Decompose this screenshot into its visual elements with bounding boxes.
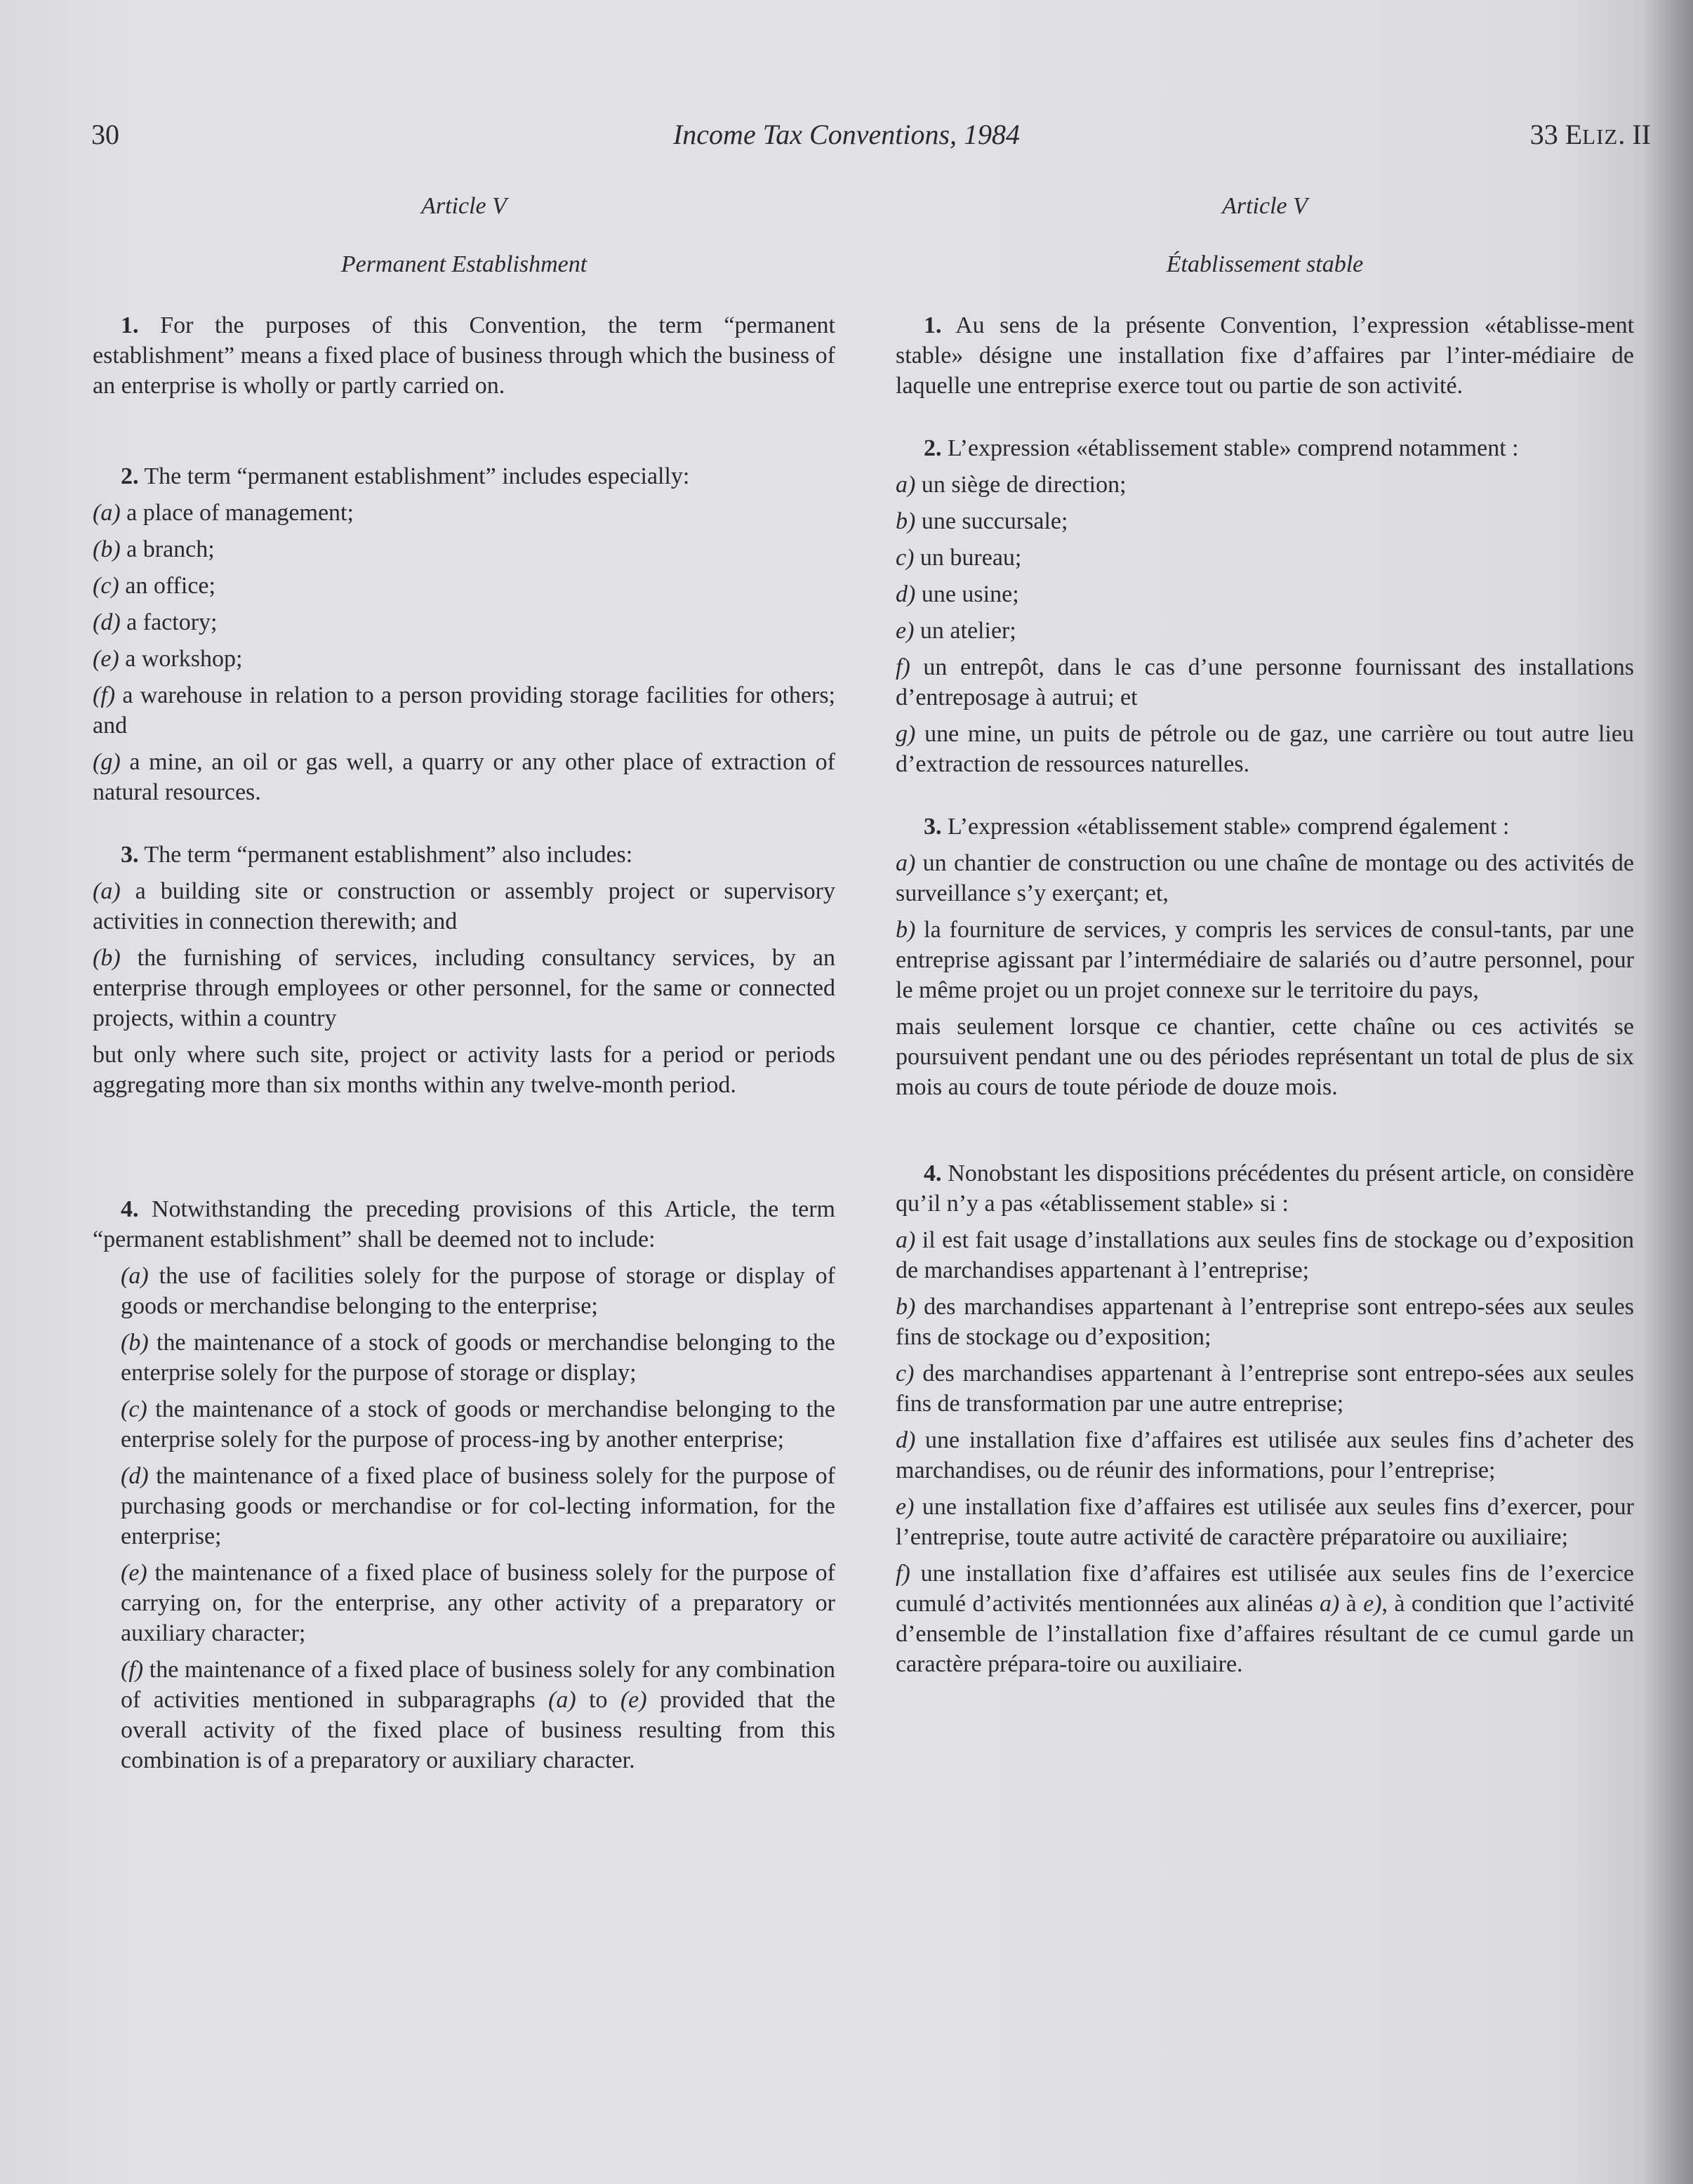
list-item: a) il est fait usage d’installations aux seules fins de stockage ou d’exposition de marchandises appartenant à l’entreprise; — [896, 1227, 1634, 1283]
list-item: e) un atelier; — [896, 618, 1016, 644]
list-item: g) une mine, un puits de pétrole ou de gaz, une carrière ou tout autre lieu d’extraction de ressources naturelles. — [896, 721, 1634, 777]
list-item: (e) the maintenance of a fixed place of business solely for the purpose of carrying on, for the enterprise, any other activity of a preparatory or auxiliary character; — [121, 1560, 836, 1646]
list-item: (f) the maintenance of a fixed place of business solely for any combination of activities mentioned in subparagraphs (a) to (e) provided that the overall activity of the fixed place of business resulting from this combination is of a preparatory or auxiliary character. — [121, 1657, 836, 1773]
list-item: (b) a branch; — [93, 536, 215, 562]
paragraph-3-tail: mais seulement lorsque ce chantier, cette chaîne ou ces activités se poursuivent pendant une ou des périodes représentant un total de plus de six mois au cours de toute période de douze mois. — [896, 1014, 1634, 1100]
article-heading: Établissement stable — [1166, 251, 1364, 277]
list-item: (c) the maintenance of a stock of goods or merchandise belonging to the enterprise solely for the purpose of process-ing by another enterprise; — [121, 1396, 836, 1452]
list-item: (d) a factory; — [93, 609, 218, 635]
paragraph-1: 1. For the purposes of this Convention, the term “permanent establishment” means a fixed place of business through which the business of an enterprise is wholly or partly carried on. — [93, 312, 835, 399]
list-item: (e) a workshop; — [93, 646, 243, 672]
english-column — [93, 191, 835, 1775]
paragraph-3: 3. L’expression «établissement stable» comprend également : — [924, 814, 1510, 840]
paragraph-3: 3. The term “permanent establishment” also includes: — [121, 842, 633, 868]
article-heading: Permanent Establishment — [340, 251, 587, 277]
page-number: 30 — [91, 119, 119, 150]
paragraph-2: 2. L’expression «établissement stable» comprend notamment : — [924, 435, 1519, 461]
list-item: (c) an office; — [93, 573, 215, 599]
list-item: (b) the maintenance of a stock of goods or merchandise belonging to the enterprise solely for the purpose of storage or display; — [121, 1330, 836, 1386]
list-item: (f) a warehouse in relation to a person providing storage facilities for others; and — [93, 682, 836, 739]
list-item: f) une installation fixe d’affaires est utilisée aux seules fins de l’exercice cumulé d’activités mentionnées aux alinéas a) à e), à condition que l’activité d’ensemble de l’installation fixe d’affaires résultant de ce cumul garde un caractère prépara-toire ou auxiliaire. — [896, 1561, 1635, 1677]
list-item: c) un bureau; — [896, 545, 1022, 571]
running-head — [91, 118, 1651, 153]
article-title: Article V — [421, 193, 507, 219]
list-item: b) des marchandises appartenant à l’entreprise sont entrepo-sées aux seules fins de stockage ou d’exposition; — [896, 1294, 1635, 1350]
list-item: f) un entrepôt, dans le cas d’une personne fournissant des installations d’entreposage à autrui; et — [896, 654, 1634, 710]
list-item: (d) the maintenance of a fixed place of business solely for the purpose of purchasing goods or merchandise or for col-lecting information, for the enterprise; — [121, 1463, 835, 1549]
paragraph-4: 4. Nonobstant les dispositions précédentes du présent article, on considère qu’il n’y a pas «établissement stable» si : — [896, 1160, 1635, 1217]
list-item: a) un chantier de construction ou une chaîne de montage ou des activités de surveillance s’y exerçant; et, — [896, 850, 1634, 906]
list-item: b) une succursale; — [896, 508, 1068, 534]
list-item: d) une installation fixe d’affaires est utilisée aux seules fins d’acheter des marchandises, ou de réunir des informations, pour l’entreprise; — [896, 1427, 1635, 1483]
article-title: Article V — [1222, 193, 1308, 219]
french-column — [896, 191, 1634, 1679]
paragraph-3-tail: but only where such site, project or activity lasts for a period or periods aggregating more than six months within any twelve-month period. — [93, 1042, 835, 1098]
regnal-year: 33 ELIZ. II — [1529, 119, 1651, 150]
list-item: b) la fourniture de services, y compris les services de consul-tants, par une entreprise agissant par l’intermédiaire de salariés ou d’autre personnel, pour le même projet ou un projet connexe sur le territoire du pays, — [896, 917, 1635, 1003]
list-item: d) une usine; — [896, 581, 1019, 607]
paragraph-1: 1. Au sens de la présente Convention, l’expression «établisse-ment stable» désigne une installation fixe d’affaires par l’inter-médiaire de laquelle une entreprise exerce tout ou partie de son activité. — [896, 312, 1635, 399]
list-item: e) une installation fixe d’affaires est utilisée aux seules fins d’exercer, pour l’entreprise, toute autre activité de caractère préparatoire ou auxiliaire; — [896, 1494, 1634, 1550]
page-title: Income Tax Conventions, 1984 — [672, 119, 1021, 150]
paragraph-2: 2. The term “permanent establishment” includes especially: — [121, 463, 690, 489]
list-item: c) des marchandises appartenant à l’entreprise sont entrepo-sées aux seules fins de transformation par une autre entreprise; — [896, 1361, 1634, 1417]
list-item: a) un siège de direction; — [896, 472, 1127, 498]
list-item: (a) the use of facilities solely for the purpose of storage or display of goods or merchandise belonging to the enterprise; — [121, 1263, 835, 1319]
list-item: (a) a place of management; — [93, 500, 354, 526]
paragraph-4: 4. Notwithstanding the preceding provisions of this Article, the term “permanent establishment” shall be deemed not to include: — [93, 1196, 836, 1252]
list-item: (b) the furnishing of services, including consultancy services, by an enterprise through employees or other personnel, for the same or connected projects, within a country — [93, 945, 835, 1031]
list-item: (g) a mine, an oil or gas well, a quarry or any other place of extraction of natural resources. — [93, 749, 835, 805]
list-item: (a) a building site or construction or assembly project or supervisory activities in connection therewith; and — [93, 878, 836, 934]
